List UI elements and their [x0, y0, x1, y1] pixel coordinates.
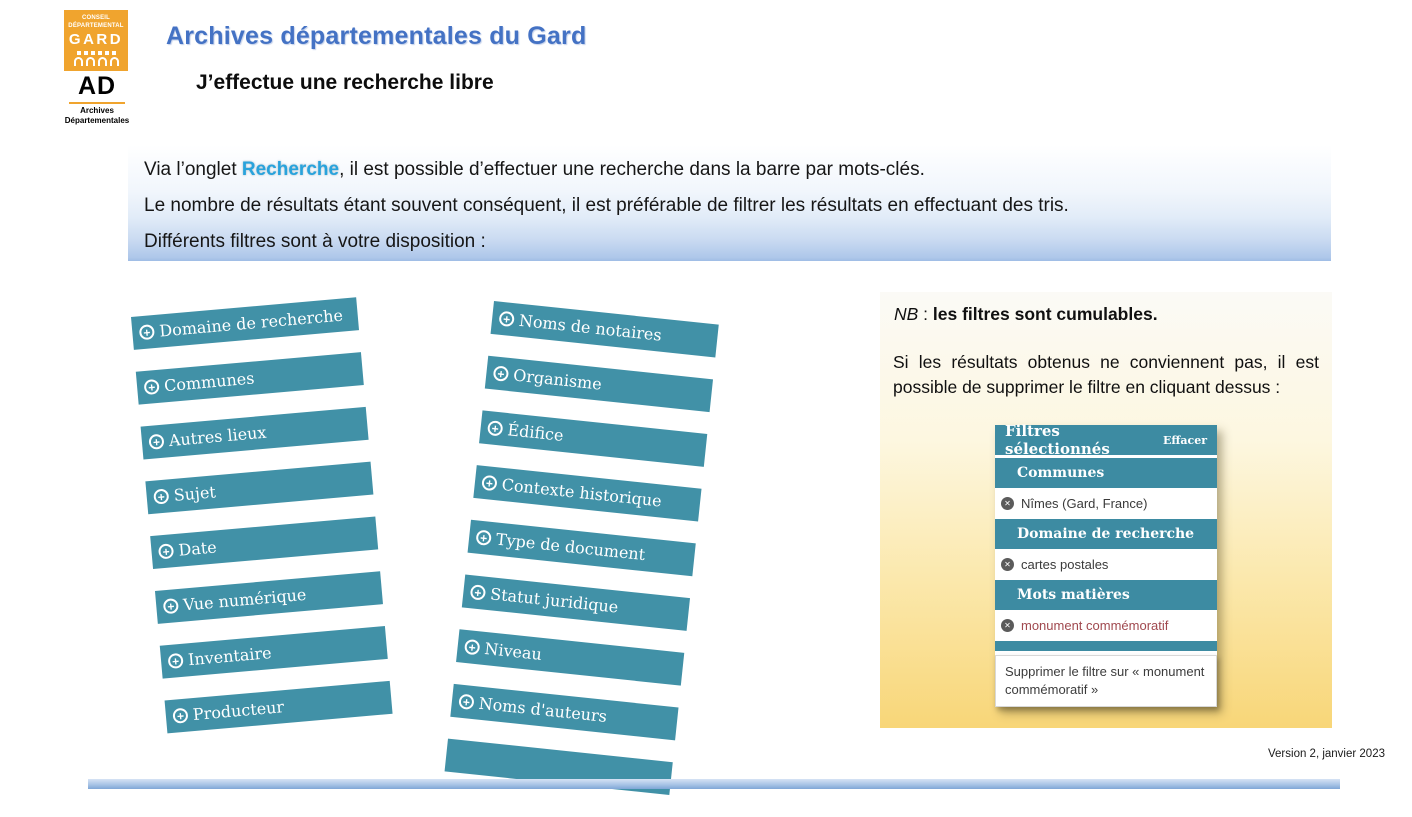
selected-filters-title: Filtres sélectionnés: [1005, 422, 1110, 458]
plus-icon: +: [487, 420, 503, 436]
filter-sujet[interactable]: + Sujet: [145, 462, 373, 515]
plus-icon: +: [458, 694, 474, 710]
plus-icon: +: [464, 639, 480, 655]
plus-icon: +: [144, 379, 160, 395]
filter-contexte-historique[interactable]: + Contexte historique: [473, 465, 701, 521]
banner-line-3: Différents filtres sont à votre disposition :: [144, 231, 486, 252]
plus-icon: +: [168, 653, 184, 669]
filter-category-domaine[interactable]: Domaine de recherche: [995, 519, 1217, 549]
plus-icon: +: [148, 434, 164, 450]
filter-column-left: [131, 297, 394, 755]
gard-logo-box: [64, 10, 128, 71]
filter-category-mots-matieres[interactable]: Mots matières: [995, 580, 1217, 610]
plus-icon: +: [475, 529, 491, 545]
nb-bold-text: les filtres sont cumulables.: [932, 304, 1158, 324]
plus-icon: +: [493, 365, 509, 381]
logo-divider: [69, 102, 125, 104]
filter-noms-de-notaires[interactable]: + Noms de notaires: [491, 301, 719, 357]
nb-label: NB: [894, 304, 919, 324]
nb-note: NB : les filtres sont cumulables.: [894, 304, 1158, 324]
logo-conseil-text: CONSEIL DÉPARTEMENTAL: [68, 15, 124, 29]
banner-line1-suffix: , il est possible d’effectuer une recherche dans la barre par mots-clés.: [339, 159, 925, 180]
remove-filter-icon[interactable]: ✕: [1001, 619, 1014, 632]
plus-icon: +: [172, 708, 188, 724]
filter-autres-lieux[interactable]: + Autres lieux: [141, 407, 369, 460]
note-paragraph: Si les résultats obtenus ne conviennent pas, il est possible de supprimer le filtre en cliquant dessus :: [893, 352, 1319, 397]
plus-icon: +: [163, 598, 179, 614]
page-subtitle: J’effectue une recherche libre: [196, 71, 494, 94]
banner-line1-prefix: Via l’onglet: [144, 159, 242, 180]
gard-aqueduct-icon: [64, 51, 128, 55]
bottom-decorative-bar: [88, 779, 1340, 789]
gard-aqueduct-arches-icon: [64, 57, 128, 66]
remove-filter-icon[interactable]: ✕: [1001, 558, 1014, 571]
gard-logo: [64, 10, 130, 125]
intro-banner: [128, 145, 1331, 261]
filter-inventaire[interactable]: + Inventaire: [160, 626, 388, 679]
filter-date[interactable]: + Date: [150, 516, 378, 569]
clear-filters-button[interactable]: Effacer: [1162, 433, 1207, 447]
selected-filters-header: [995, 422, 1217, 458]
filter-niveau[interactable]: + Niveau: [456, 629, 684, 685]
filter-noms-d-auteurs[interactable]: + Noms d'auteurs: [450, 684, 678, 740]
filter-vue-numerique[interactable]: + Vue numérique: [155, 571, 383, 624]
filter-statut-juridique[interactable]: + Statut juridique: [462, 574, 690, 630]
logo-caption: Archives Départementales: [64, 106, 130, 125]
filter-domaine-de-recherche[interactable]: + Domaine de recherche: [131, 297, 359, 350]
plus-icon: +: [470, 584, 486, 600]
filter-value-monument-commemoratif[interactable]: ✕ monument commémoratif: [995, 610, 1217, 641]
filter-column-right: [442, 301, 719, 817]
logo-gard-text: GARD: [68, 31, 124, 48]
page-title: Archives départementales du Gard: [166, 22, 587, 50]
filter-communes[interactable]: + Communes: [136, 352, 364, 405]
recherche-tab-highlight: Recherche: [241, 159, 340, 180]
filter-edifice[interactable]: + Édifice: [479, 410, 707, 466]
banner-line-2: Le nombre de résultats étant souvent conséquent, il est préférable de filtrer les résultats en effectuant des tris.: [144, 195, 1069, 216]
plus-icon: +: [481, 475, 497, 491]
logo-ad-text: AD: [77, 72, 117, 100]
banner-line-1: [144, 152, 1331, 188]
filter-organisme[interactable]: + Organisme: [485, 356, 713, 412]
filter-value-cartes-postales[interactable]: ✕ cartes postales: [995, 549, 1217, 580]
plus-icon: +: [498, 311, 514, 327]
version-label: Version 2, janvier 2023: [1268, 748, 1385, 760]
filter-type-de-document[interactable]: + Type de document: [468, 520, 696, 576]
plus-icon: +: [158, 543, 174, 559]
filter-category-communes[interactable]: Communes: [995, 458, 1217, 488]
filter-producteur[interactable]: + Producteur: [165, 681, 393, 734]
plus-icon: +: [139, 324, 155, 340]
selected-filters-widget: [995, 422, 1217, 707]
remove-filter-icon[interactable]: ✕: [1001, 497, 1014, 510]
remove-filter-tooltip: Supprimer le filtre sur « monument commémoratif »: [995, 655, 1217, 707]
filter-value-nimes[interactable]: ✕ Nîmes (Gard, France): [995, 488, 1217, 519]
plus-icon: +: [153, 488, 169, 504]
widget-bottom-strip: [995, 641, 1217, 651]
note-panel: [880, 292, 1332, 728]
